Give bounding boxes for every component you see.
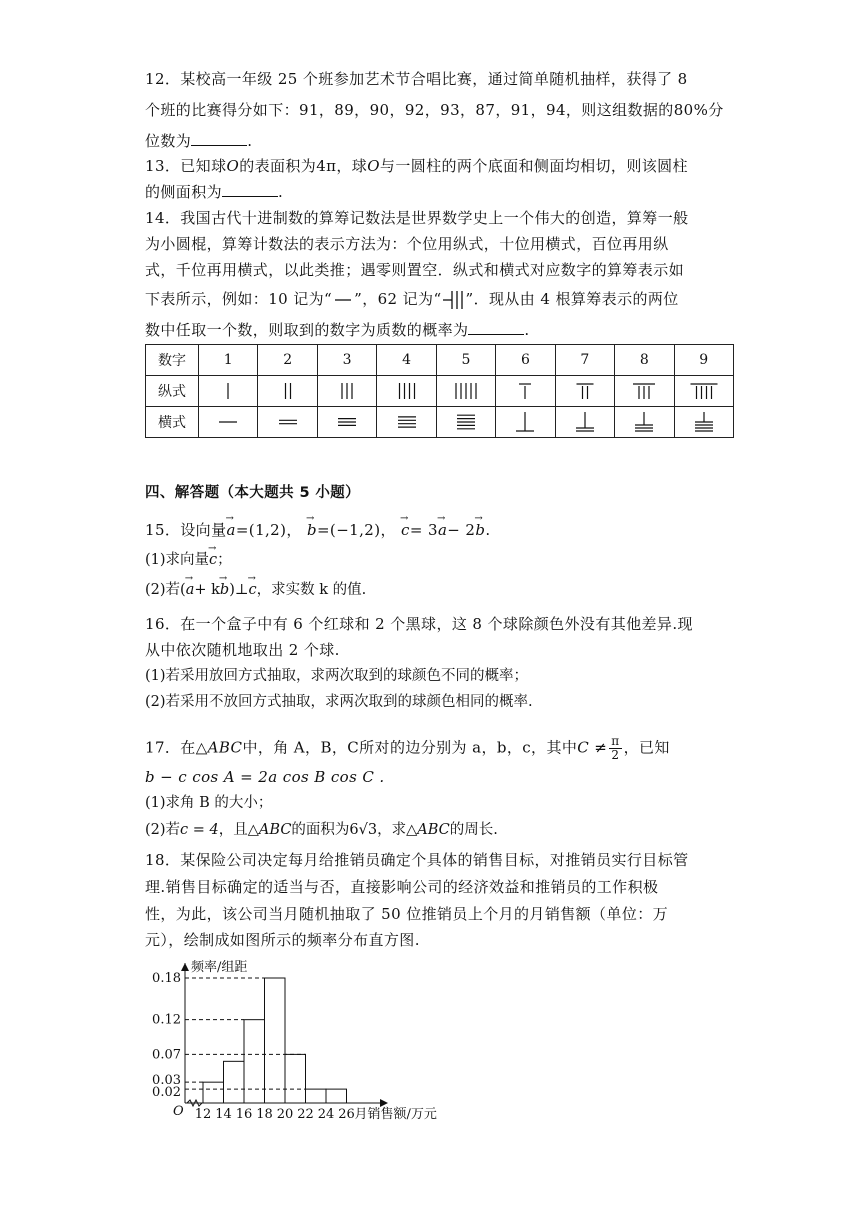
rod-vertical-5-icon <box>451 380 481 402</box>
rod-vertical-9-icon <box>689 380 719 402</box>
section-heading: 四、解答题（本大题共 5 小题） <box>145 485 361 501</box>
x-tick-label: 22 <box>297 1107 314 1122</box>
x-tick-label: 14 <box>215 1107 232 1122</box>
rod-horizontal-3-icon <box>332 410 362 434</box>
vertical-rod-cell <box>258 376 317 407</box>
row-label-digit: 数字 <box>146 345 199 376</box>
horizontal-rod-cell <box>674 407 734 438</box>
rod-numeral-table <box>145 344 734 438</box>
horizontal-rod-cell <box>496 407 555 438</box>
q12-line1: 12．某校高一年级 25 个班参加艺术节合唱比赛，通过简单随机抽样，获得了 8 <box>145 70 688 88</box>
digit-cell: 3 <box>317 345 376 376</box>
x-tick-label: 20 <box>276 1107 294 1122</box>
q14-line2: 为小圆棍，算筹计数法的表示方法为：个位用纵式，十位用横式，百位再用纵 <box>145 235 669 253</box>
histogram-bar <box>244 1020 265 1103</box>
q18-line4: 元），绘制成如图所示的频率分布直方图. <box>145 931 420 949</box>
q16-line1: 16．在一个盒子中有 6 个红球和 2 个黑球，这 8 个球除颜色外没有其他差异.现 <box>145 615 693 633</box>
y-tick-label: 0.02 <box>152 1085 181 1101</box>
q15-sub1: (1)求向量→ c； <box>145 550 232 570</box>
rod-horizontal-4-icon <box>392 410 422 434</box>
q15-line1: 15．设向量→ a=(1,2)， → b=(−1,2)， → c= 3→ a− 2→ b. <box>145 520 491 540</box>
rod-horizontal-7-icon <box>570 410 600 434</box>
x-axis-arrow <box>380 1099 388 1107</box>
row-label-horizontal: 横式 <box>146 407 199 438</box>
digit-cell: 8 <box>615 345 674 376</box>
pi-over-2: $\frac{\pi}{2}$ <box>611 734 620 762</box>
answer-blank <box>191 131 247 146</box>
x-axis-label: 月销售额/万元 <box>354 1107 437 1122</box>
y-tick-label: 0.03 <box>152 1073 181 1089</box>
q13-line1: 13．已知球O的表面积为4π，球O与一圆柱的两个底面和侧面均相切，则该圆柱 <box>145 157 688 175</box>
horizontal-rod-cell <box>199 407 258 438</box>
horizontal-rod-cell <box>555 407 614 438</box>
answer-blank <box>468 320 524 335</box>
q14-line5: 数中任取一个数，则取到的数字为质数的概率为 . <box>145 321 530 339</box>
x-tick-label: 12 <box>194 1107 212 1122</box>
vertical-rod-cell <box>317 376 376 407</box>
table-row-digits <box>146 345 734 376</box>
x-tick-label: 26 <box>338 1107 355 1122</box>
rod-horizontal-8-icon <box>629 410 659 434</box>
rod-62-icon <box>442 289 466 311</box>
x-tick-label: 24 <box>317 1107 335 1122</box>
rod-vertical-1-icon <box>213 380 243 402</box>
digit-cell: 1 <box>199 345 258 376</box>
rod-vertical-2-icon <box>273 380 303 402</box>
vertical-rod-cell <box>615 376 674 407</box>
vertical-rod-cell <box>436 376 495 407</box>
histogram-bar <box>285 1054 306 1103</box>
q13-line2: 的侧面积为 . <box>145 183 284 201</box>
q15-sub2: (2)若(→ a+ k→ b)⊥→ c，求实数 k 的值. <box>145 580 366 600</box>
answer-blank <box>222 182 278 197</box>
vertical-rod-cell <box>555 376 614 407</box>
horizontal-rod-cell <box>377 407 436 438</box>
q17-line2: b − c cos A = 2a cos B cos C . <box>145 768 385 786</box>
rod-vertical-7-icon <box>570 380 600 402</box>
row-label-vertical: 纵式 <box>146 376 199 407</box>
q14-line1: 14．我国古代十进制数的算筹记数法是世界数学史上一个伟大的创造，算筹一般 <box>145 209 689 227</box>
horizontal-rod-cell <box>317 407 376 438</box>
horizontal-rod-cell <box>615 407 674 438</box>
histogram-bar <box>306 1089 327 1103</box>
q17-sub2: (2)若c = 4，且△ABC的面积为6√3，求△ABC的周长. <box>145 822 498 838</box>
q17-line1: 17．在△ABC中，角 A，B，C所对的边分别为 a，b，c，其中C ≠ $\frac{\pi}{2}$ ，已知 <box>145 734 670 762</box>
q18-line2: 理.销售目标确定的适当与否，直接影响公司的经济效益和推销员的工作积极 <box>145 878 659 896</box>
vertical-rod-cell <box>377 376 436 407</box>
digit-cell: 2 <box>258 345 317 376</box>
rod-horizontal-2-icon <box>273 410 303 434</box>
q12-line3: 位数为 . <box>145 132 253 150</box>
x-tick-label: 16 <box>235 1107 253 1122</box>
q18-line1: 18．某保险公司决定每月给推销员确定个具体的销售目标，对推销员实行目标管 <box>145 851 689 869</box>
q16-sub1: (1)若采用放回方式抽取，求两次取到的球颜色不同的概率； <box>145 668 529 684</box>
histogram-bar <box>203 1082 224 1103</box>
q14-line4: 下表所示，例如：10 记为“ ”，62 记为“ ”．现从由 4 根算筹表示的两位 <box>145 289 679 311</box>
digit-cell: 7 <box>555 345 614 376</box>
histogram-bar <box>224 1061 245 1103</box>
rod-horizontal-5-icon <box>451 410 481 434</box>
rod-horizontal-6-icon <box>510 410 540 434</box>
y-tick-label: 0.18 <box>152 971 181 986</box>
vertical-rod-cell <box>199 376 258 407</box>
q14-line3: 式，千位再用横式，以此类推；遇零则置空．纵式和横式对应数字的算筹表示如 <box>145 261 685 279</box>
rod-vertical-8-icon <box>629 380 659 402</box>
histogram-bar <box>265 978 286 1103</box>
q12-line2: 个班的比赛得分如下：91，89，90，92，93，87，91，94，则这组数据的80%分 <box>145 101 724 119</box>
rod-vertical-3-icon <box>332 380 362 402</box>
rod-vertical-6-icon <box>510 380 540 402</box>
table-row-vertical <box>146 376 734 407</box>
digit-cell: 6 <box>496 345 555 376</box>
y-axis-label: 频率/组距 <box>191 960 248 975</box>
vertical-rod-cell <box>496 376 555 407</box>
y-tick-label: 0.12 <box>152 1012 181 1028</box>
table-row-horizontal <box>146 407 734 438</box>
rod-ten-icon <box>332 293 354 307</box>
rod-horizontal-9-icon <box>689 410 719 434</box>
frequency-histogram <box>140 955 470 1130</box>
origin-label: O <box>173 1104 184 1119</box>
q17-sub1: (1)求角 B 的大小； <box>145 795 273 811</box>
q16-sub2: (2)若采用不放回方式抽取，求两次取到的球颜色相同的概率. <box>145 694 533 710</box>
horizontal-rod-cell <box>436 407 495 438</box>
horizontal-rod-cell <box>258 407 317 438</box>
y-tick-label: 0.07 <box>152 1047 181 1063</box>
rod-horizontal-1-icon <box>213 410 243 434</box>
vertical-rod-cell <box>674 376 734 407</box>
digit-cell: 5 <box>436 345 495 376</box>
y-axis-arrow <box>181 963 189 971</box>
q18-line3: 性，为此，该公司当月随机抽取了 50 位推销员上个月的月销售额（单位：万 <box>145 905 669 923</box>
x-tick-label: 18 <box>256 1107 273 1122</box>
digit-cell: 4 <box>377 345 436 376</box>
rod-vertical-4-icon <box>392 380 422 402</box>
digit-cell: 9 <box>674 345 734 376</box>
histogram-bar <box>326 1089 347 1103</box>
q16-line2: 从中依次随机地取出 2 个球. <box>145 641 340 659</box>
